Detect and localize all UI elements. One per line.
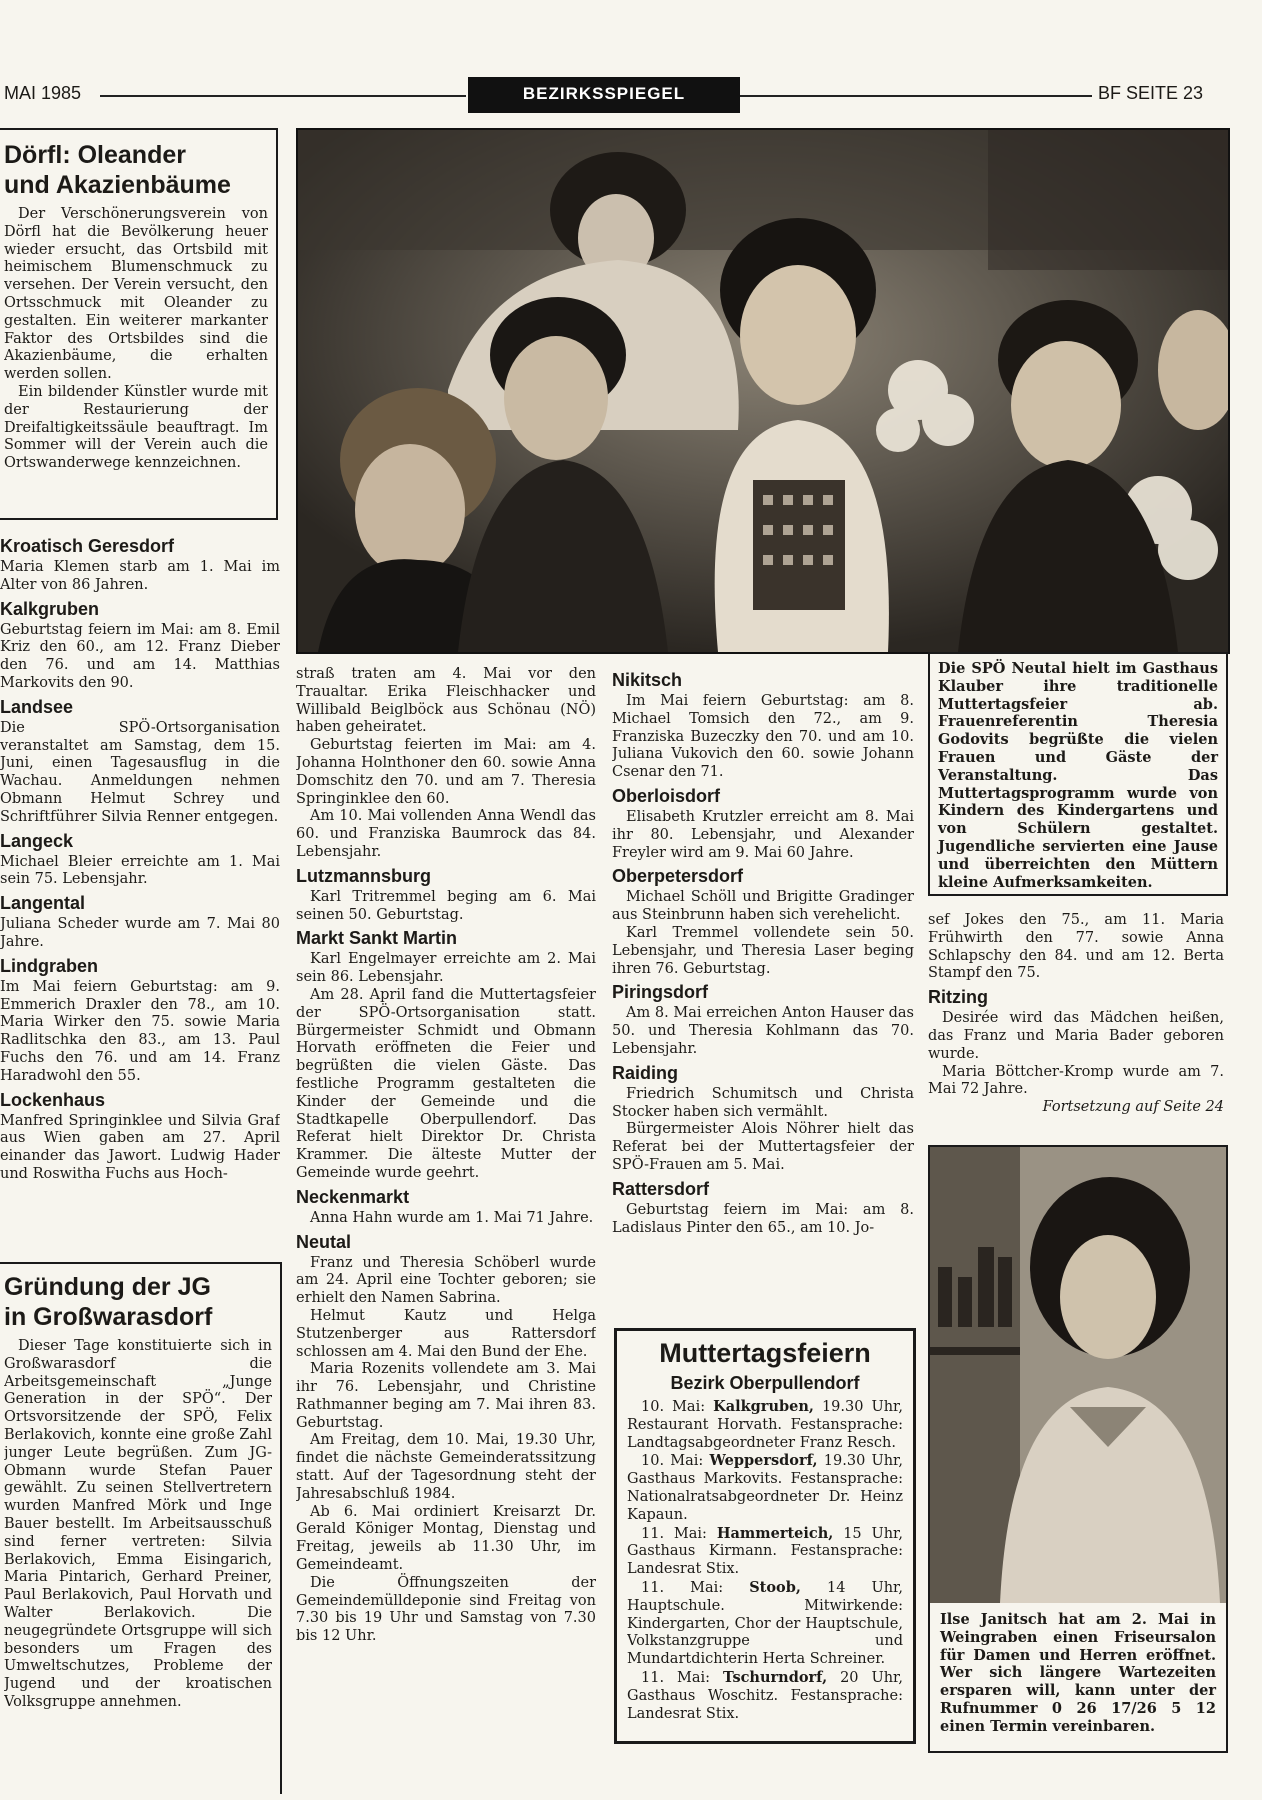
left-news-text: Michael Bleier erreichte am 1. Mai sein 75. Lebensjahr. bbox=[0, 853, 280, 888]
col3-heading: Nikitsch bbox=[612, 670, 683, 690]
col3-paragraph: Karl Tremmel vollendete sein 50. Lebensjahr, und Theresia Laser beging ihren 76. Geburtstag. bbox=[612, 924, 914, 977]
col2-paragraph: Helmut Kautz und Helga Stutzenberger aus Rattersdorf schlossen am 4. Mai den Bund der Ehe. bbox=[296, 1307, 596, 1360]
caption-bottom: Ilse Janitsch hat am 2. Mai in Weingraben einen Friseursalon für Damen und Herren eröffnet. Wer sich längere Wartezeiten ersparen will, kann unter der Rufnummer 0 26 17/26 5 12 einen Termin vereinbaren. bbox=[940, 1611, 1216, 1735]
muttertag-subtitle: Bezirk Oberpullendorf bbox=[670, 1373, 860, 1393]
col2-paragraph: Am 28. April fand die Muttertagsfeier der SPÖ-Ortsorganisation statt. Bürgermeister Schmidt und Obmann Horvath eröffneten die Feier und begrüßten die vielen Gäste. Das festliche Programm gestalteten die Kinder der Gemeinde und die Stadtkapelle Oberpullendorf. Das Referat hielt Direktor Dr. Christa Krammer. Die älteste Mutter der Gemeinde wurde geehrt. bbox=[296, 986, 596, 1181]
muttertag-event bbox=[627, 1525, 903, 1579]
event-details: 20 Uhr, Gasthaus Woschitz. Festansprache: Landesrat Stix. bbox=[627, 1669, 903, 1722]
caption-top: Die SPÖ Neutal hielt im Gasthaus Klauber ihre traditionelle Muttertagsfeier ab. Frauenreferentin Theresia Godovits begrüßte die vielen Frauen und Gäste der Veranstaltung. Das Muttertagsprogramm wurde von Kindern des Kindergartens und von Schülern gestaltet. Jugendliche servierten eine Jause und überreichten den Müttern kleine Aufmerksamkeiten. bbox=[938, 660, 1218, 891]
event-details: 19.30 Uhr, Restaurant Horvath. Festansprache: Landtagsabgeordneter Franz Resch. bbox=[627, 1399, 903, 1451]
event-date: 10. Mai: bbox=[641, 1399, 706, 1415]
muttertag-title: Muttertagsfeiern bbox=[659, 1338, 871, 1368]
muttertag-event bbox=[627, 1669, 903, 1723]
col3-paragraph: Friedrich Schumitsch und Christa Stocker haben sich vermählt. bbox=[612, 1085, 914, 1120]
col3-heading: Piringsdorf bbox=[612, 982, 709, 1003]
event-details: 19.30 Uhr, Gasthaus Markovits. Festansprache: Nationalratsabgeordneter Dr. Heinz Kapaun. bbox=[627, 1453, 903, 1523]
photo-box-bottom bbox=[928, 1145, 1228, 1753]
header-rule-right bbox=[737, 95, 1092, 97]
photo-children-muttertag bbox=[296, 128, 1230, 654]
left-news-text: Geburtstag feiern im Mai: am 8. Emil Kriz den 60., am 12. Franz Dieber den 76. und am 14. Matthias Markovits den 90. bbox=[0, 621, 280, 691]
article-jg-box bbox=[0, 1262, 282, 1794]
col2-paragraph: Karl Tritremmel beging am 6. Mai seinen 50. Geburtstag. bbox=[296, 888, 596, 923]
col2-paragraph: Karl Engelmayer erreichte am 2. Mai sein 86. Lebensjahr. bbox=[296, 951, 596, 986]
column-4 bbox=[928, 912, 1224, 1132]
heading-ritzing: Ritzing bbox=[928, 987, 988, 1008]
photo-children-illustration bbox=[298, 130, 1228, 652]
left-news-heading: Kalkgruben bbox=[0, 598, 100, 619]
ritzing-p1: Desirée wird das Mädchen heißen, das Franz und Maria Bader geboren wurde. bbox=[928, 1010, 1224, 1062]
col4-continuation: sef Jokes den 75., am 11. Maria Frühwirth den 77. sowie Anna Schlapschy den 84. und am 12. Berta Stampf den 75. bbox=[928, 912, 1224, 982]
article-doerfl-p1: Der Verschönerungsverein von Dörfl hat die Bevölkerung heuer wieder ersucht, das Ortsbild mit heimischem Blumenschmuck zu versehen. Der Verein versucht, den Ortsschmuck mit Oleander zu gestalten. Ein weiterer markanter Faktor des Ortsbildes sind die Akazienbäume, die erhalten werden sollen. bbox=[4, 206, 268, 383]
event-date: 11. Mai: bbox=[641, 1669, 711, 1686]
col3-heading: Rattersdorf bbox=[612, 1178, 710, 1199]
col2-heading: Neutal bbox=[296, 1231, 352, 1252]
col2-heading: Markt Sankt Martin bbox=[296, 928, 458, 949]
col3-paragraph: Bürgermeister Alois Nöhrer hielt das Referat bei der Muttertagsfeier der SPÖ-Frauen am 5. Mai. bbox=[612, 1121, 914, 1173]
col3-heading: Oberpetersdorf bbox=[612, 866, 744, 887]
event-date: 11. Mai: bbox=[641, 1525, 707, 1542]
col2-heading: Neckenmarkt bbox=[296, 1186, 410, 1207]
column-3 bbox=[612, 666, 914, 1306]
col2-paragraph: Die Öffnungszeiten der Gemeindemülldeponie sind Freitag von 7.30 bis 19 Uhr und Samstag von 7.30 bis 12 Uhr. bbox=[296, 1574, 596, 1645]
left-news-column bbox=[0, 532, 280, 1242]
muttertag-event bbox=[627, 1579, 903, 1669]
event-place: Stoob, bbox=[749, 1578, 801, 1596]
left-news-heading: Lockenhaus bbox=[0, 1089, 106, 1110]
photo-salon-illustration bbox=[930, 1147, 1226, 1603]
photo-ilse-janitsch bbox=[930, 1147, 1226, 1603]
col3-paragraph: Elisabeth Krutzler erreicht am 8. Mai ihr 80. Lebensjahr, und Alexander Freyler wird am 9. Mai 60 Jahre. bbox=[612, 808, 914, 861]
event-place: Kalkgruben, bbox=[713, 1398, 814, 1415]
col2-paragraph: Anna Hahn wurde am 1. Mai 71 Jahre. bbox=[310, 1209, 594, 1226]
caption-top-box bbox=[928, 652, 1228, 896]
article-jg-text: Dieser Tage konstituierte sich in Großwarasdorf die Arbeitsgemeinschaft „Junge Generation in der SPÖ“. Der Ortsvorsitzende der SPÖ, Felix Berlakovich, konnte eine große Zahl junger Leute begrüßen. Zum JG-Obmann wurde Stefan Pauer gewählt. Zu seinen Stellvertretern wurden Manfred Mörk und Inge Bauer bestellt. Im Arbeitsausschuß sind ferner vertreten: Silvia Berlakovich, Emma Eisingarich, Maria Pintarich, Gerhard Preiner, Paul Berlakovich, Paul Horvath und Walter Berlakovich. Die neugegründete Ortsgruppe will sich besonders um Fragen des Umweltschutzes, Probleme der Jugend und der kroatischen Volksgruppe annehmen. bbox=[4, 1338, 272, 1710]
article-doerfl-p2: Ein bildender Künstler wurde mit der Restaurierung der Dreifaltigkeitssäule beauftragt. Im Sommer will der Verein auch die Ortswanderwege kennzeichnen. bbox=[4, 383, 268, 472]
section-title: BEZIRKSSPIEGEL bbox=[468, 77, 740, 113]
col2-paragraph: Franz und Theresia Schöberl wurde am 24. April eine Tochter geboren; sie erhielt den Namen Sabrina. bbox=[296, 1254, 596, 1307]
left-news-heading: Kroatisch Geresdorf bbox=[0, 536, 175, 556]
left-news-text: Manfred Springinklee und Silvia Graf aus Wien gaben am 27. April einander das Jawort. Ludwig Hader und Roswitha Fuchs aus Hoch- bbox=[0, 1112, 280, 1182]
muttertag-event bbox=[627, 1398, 903, 1452]
event-date: 11. Mai: bbox=[641, 1579, 724, 1596]
left-news-text: Die SPÖ-Ortsorganisation veranstaltet am Samstag, dem 15. Juni, einen Tagesausflug in die Wachau. Anmeldungen nehmen Obmann Helmut Schrey und Schriftführer Silvia Renner entgegen. bbox=[0, 719, 280, 825]
event-date: 10. Mai: bbox=[641, 1453, 704, 1470]
col2-paragraph: Am Freitag, dem 10. Mai, 19.30 Uhr, findet die nächste Gemeinderatssitzung statt. Auf der Tagesordnung steht der Jahresabschluß 1984. bbox=[296, 1432, 596, 1502]
col3-paragraph: Im Mai feiern Geburtstag: am 8. Michael Tomsich den 72., am 9. Franziska Buzeczky den 70. und am 10. Juliana Vukovich den 60. sowie Johann Csenar den 71. bbox=[612, 693, 914, 781]
left-news-text: Maria Klemen starb am 1. Mai im Alter von 86 Jahren. bbox=[0, 559, 280, 593]
article-doerfl-box bbox=[0, 128, 278, 520]
header-page: BF SEITE 23 bbox=[1098, 83, 1204, 103]
col2-paragraph: Ab 6. Mai ordiniert Kreisarzt Dr. Gerald Königer Montag, Dienstag und Freitag, jeweils ab 11.30 Uhr, im Gemeindeamt. bbox=[296, 1503, 596, 1574]
col3-heading: Raiding bbox=[612, 1062, 678, 1083]
event-place: Weppersdorf, bbox=[709, 1452, 818, 1470]
col2-heading: Lutzmannsburg bbox=[296, 865, 431, 886]
col2-continuation: straß traten am 4. Mai vor den Traualtar. Erika Fleischhacker und Willibald Beiglböck aus Schönau (NÖ) haben geheiratet. bbox=[296, 666, 596, 736]
col3-paragraph: Michael Schöll und Brigitte Gradinger aus Steinbrunn haben sich verehelicht. bbox=[612, 889, 914, 924]
col3-paragraph: Geburtstag feiern im Mai: am 8. Ladislaus Pinter den 65., am 10. Jo- bbox=[612, 1201, 914, 1236]
left-news-heading: Lindgraben bbox=[0, 955, 98, 976]
event-place: Tschurndorf, bbox=[722, 1668, 828, 1686]
fortsetzung-link[interactable]: Fortsetzung auf Seite 24 bbox=[1042, 1099, 1224, 1116]
event-details: 14 Uhr, Hauptschule. Mitwirkende: Kindergarten, Chor der Hauptschule, Volkstanzgruppe und Mundartdichterin Herta Schreiner. bbox=[627, 1579, 903, 1668]
muttertag-box bbox=[614, 1328, 916, 1744]
header-rule-left bbox=[100, 95, 466, 97]
col2-continuation-3: Am 10. Mai vollenden Anna Wendl das 60. und Franziska Baumrock das 84. Lebensjahr. bbox=[296, 808, 596, 860]
event-place: Hammerteich, bbox=[716, 1524, 834, 1542]
col2-paragraph: Maria Rozenits vollendete am 3. Mai ihr 76. Lebensjahr, und Christine Rathmanner beging am 7. Mai ihren 83. Geburtstag. bbox=[296, 1361, 596, 1431]
left-news-heading: Landsee bbox=[0, 696, 74, 717]
column-2 bbox=[296, 666, 596, 1776]
article-doerfl-title: Dörfl: Oleander und Akazienbäume bbox=[4, 141, 231, 199]
ritzing-p2: Maria Böttcher-Kromp wurde am 7. Mai 72 Jahre. bbox=[928, 1063, 1224, 1098]
left-news-heading: Langental bbox=[0, 893, 86, 914]
muttertag-event bbox=[627, 1452, 903, 1524]
col2-continuation-2: Geburtstag feierten im Mai: am 4. Johanna Holnthoner den 60. sowie Anna Domschitz den 70. und am 7. Theresia Springinklee den 60. bbox=[296, 737, 596, 807]
left-news-heading: Langeck bbox=[0, 830, 74, 851]
col3-paragraph: Am 8. Mai erreichen Anton Hauser das 50. und Theresia Kohlmann das 70. Lebensjahr. bbox=[612, 1005, 914, 1057]
col3-heading: Oberloisdorf bbox=[612, 785, 721, 806]
article-jg-title: Gründung der JG in Großwarasdorf bbox=[4, 1273, 213, 1331]
left-news-text: Juliana Scheder wurde am 7. Mai 80 Jahre. bbox=[0, 916, 280, 950]
event-details: 15 Uhr, Gasthaus Kirmann. Festansprache: Landesrat Stix. bbox=[627, 1525, 903, 1578]
left-news-text: Im Mai feiern Geburtstag: am 9. Emmerich Draxler den 78., am 10. Maria Wirker den 75. sowie Maria Radlitschka den 83., am 13. Paul Fuchs den 76. und am 14. Franz Haradwohl den 55. bbox=[0, 978, 280, 1084]
header-date: MAI 1985 bbox=[4, 83, 82, 103]
